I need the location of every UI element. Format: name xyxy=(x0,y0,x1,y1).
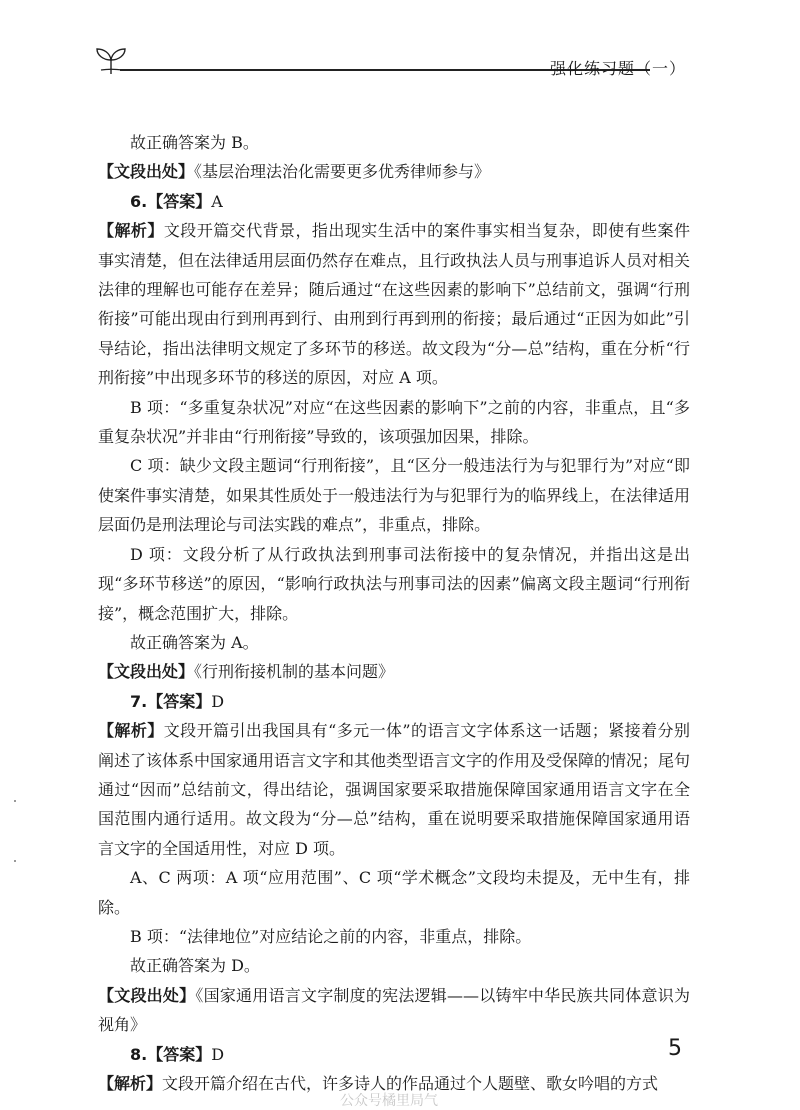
answer-explanations xyxy=(98,128,690,1098)
answer-line: 7.【答案】D xyxy=(130,691,225,711)
scan-speck xyxy=(14,800,16,802)
paragraph: 故正确答案为 A。 xyxy=(130,632,259,652)
option-paragraph: B 项：“多重复杂状况”对应“在这些因素的影响下”之前的内容，非重点，且“多重复杂状况”并非由“行刑衔接”导致的，该项强加因果，排除。 xyxy=(98,397,690,447)
analysis-paragraph: 【解析】文段开篇介绍在古代，许多诗人的作品通过个人题壁、歌女吟唱的方式 xyxy=(98,1074,659,1093)
answer-line: 6.【答案】A xyxy=(130,191,223,211)
answer-line: 8.【答案】D xyxy=(130,1044,225,1064)
paragraph: 故正确答案为 B。 xyxy=(130,133,259,152)
source-line: 【文段出处】《基层治理法治化需要更多优秀律师参与》 xyxy=(98,162,491,182)
analysis-paragraph: 【解析】文段开篇引出我国具有“多元一体”的语言文字体系这一话题；紧接着分别阐述了该体系中国家通用语言文字和其他类型语言文字的作用及受保障的情况；尾句通过“因而”总结前文，得出结论，强调国家要采取措施保障国家通用语言文字在全国范围内通行适用。故文段为“分—总”结构，重在说明要采取措施保障国家通用语言文字的全国适用性，对应 D 项。 xyxy=(98,721,691,858)
option-paragraph: A、C 两项：A 项“应用范围”、C 项“学术概念”文段均未提及，无中生有，排除。 xyxy=(98,868,690,917)
header-title: 强化练习题（一） xyxy=(549,59,686,78)
sprout-icon xyxy=(93,46,129,76)
source-line: 【文段出处】《行刑衔接机制的基本问题》 xyxy=(98,662,395,682)
scan-speck xyxy=(14,860,16,862)
watermark: 公众号橘里局气 xyxy=(340,1093,438,1109)
option-paragraph: D 项：文段分析了从行政执法到刑事司法衔接中的复杂情况，并指出这是出现“多环节移送”的原因，“影响行政执法与刑事司法的因素”偏离文段主题词“行刑衔接”，概念范围扩大，排除。 xyxy=(98,544,690,623)
paragraph: 故正确答案为 D。 xyxy=(130,956,260,976)
page-number: 5 xyxy=(668,1036,682,1061)
analysis-paragraph: 【解析】文段开篇交代背景，指出现实生活中的案件事实相当复杂，即使有些案件事实清楚，但在法律适用层面仍然存在难点，且行政执法人员与刑事追诉人员对相关法律的理解也可能存在差异；随后通过“在这些因素的影响下”总结前文，强调“行刑衔接”可能出现由行到刑再到行、由刑到行再到刑的衔接；最后通过“正因为如此”引导结论，指出法律明文规定了多环节的移送。故文段为“分—总”结构，重在分析“行刑衔接”中出现多环节的移送的原因，对应 A 项。 xyxy=(98,221,691,388)
option-paragraph: C 项：缺少文段主题词“行刑衔接”，且“区分一般违法行为与犯罪行为”对应“即使案件事实清楚，如果其性质处于一般违法行为与犯罪行为的临界线上，在法律适用层面仍是刑法理论与司法实践的难点”，非重点，排除。 xyxy=(98,456,691,535)
option-paragraph: B 项：“法律地位”对应结论之前的内容，非重点，排除。 xyxy=(130,926,532,946)
source-line: 【文段出处】《国家通用语言文字制度的宪法逻辑——以铸牢中华民族共同体意识为视角》 xyxy=(98,985,690,1035)
page-header xyxy=(0,0,800,100)
